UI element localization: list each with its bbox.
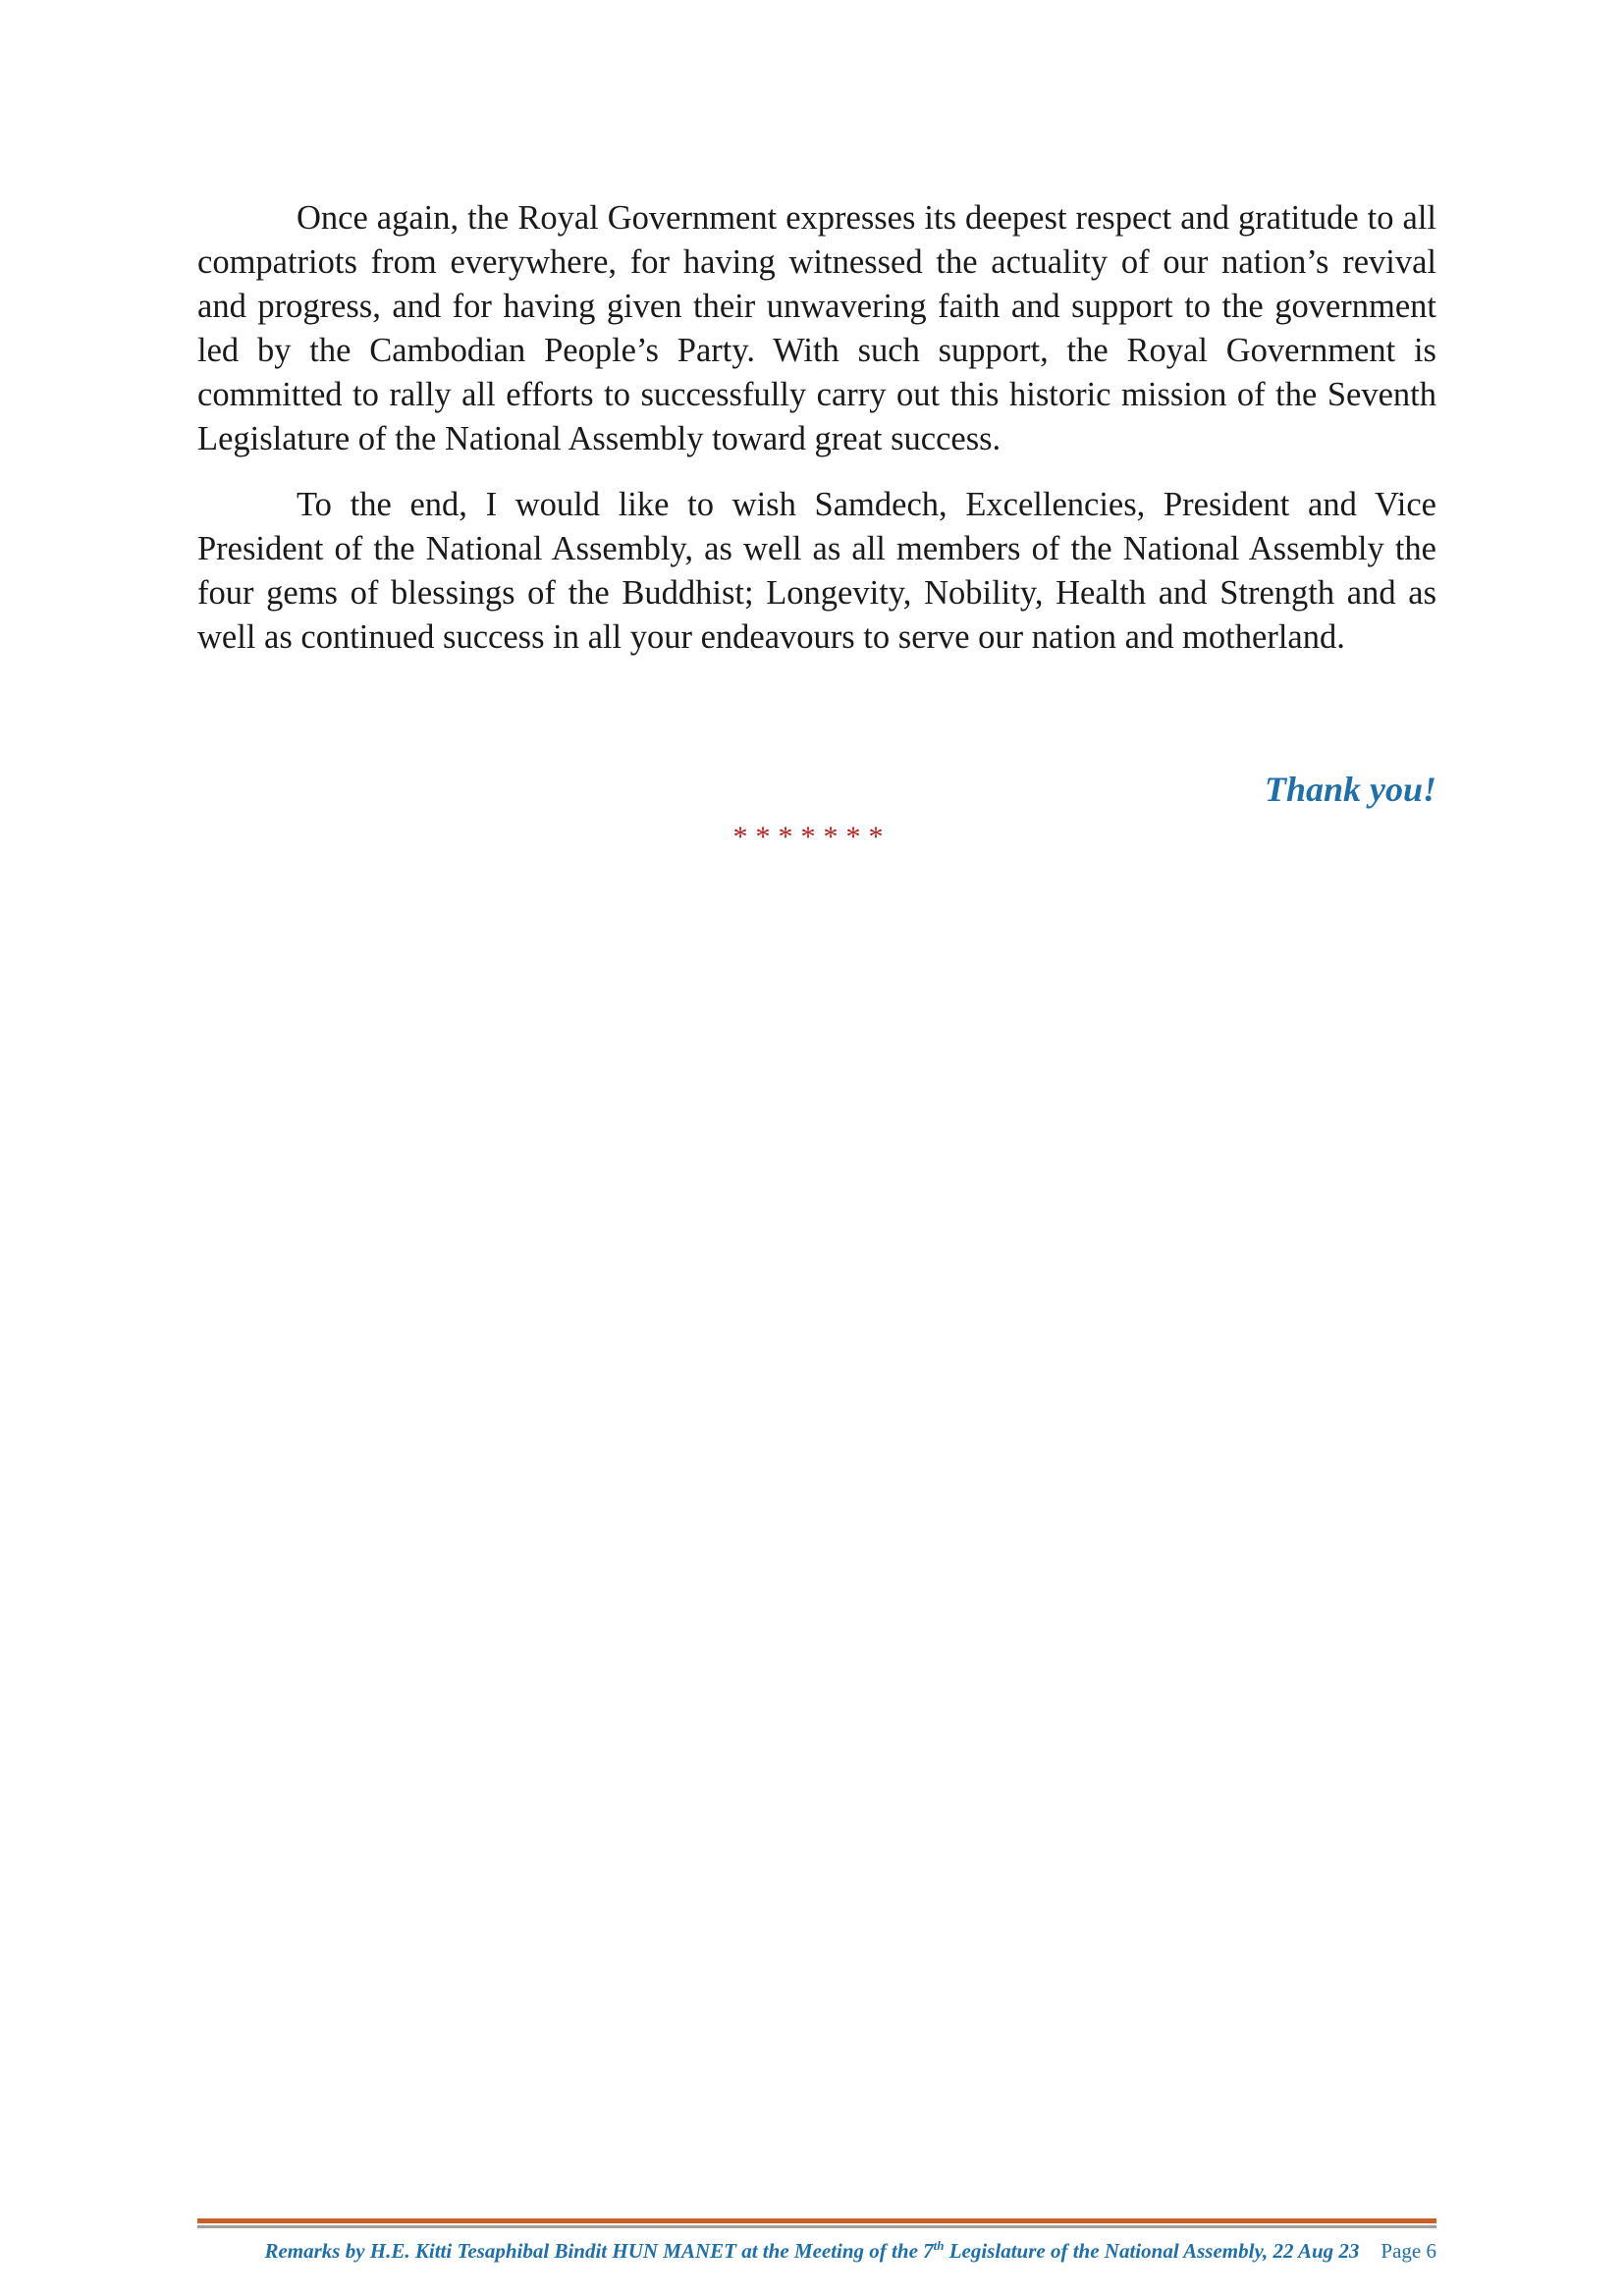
closing-thank-you: Thank you! — [1264, 770, 1436, 809]
document-body — [197, 196, 1436, 681]
paragraph-blessings: To the end, I would like to wish Samdech, Excellencies, President and Vice President of the National Assembly, as well as all members of the National Assembly the four gems of blessings of the Buddhist; Longevity, Nobility, Health and Strength and as well as continued success in all your endeavours to serve our nation and motherland. — [197, 486, 1436, 656]
paragraph-gratitude: Once again, the Royal Government expresses its deepest respect and gratitude to all compatriots from everywhere, for having witnessed the actuality of our nation’s revival and progress, and for having given their unwavering faith and support to the government led by the Cambodian People’s Party. With such support, the Royal Government is committed to rally all efforts to successfully carry out this historic mission of the Seventh Legislature of the National Assembly toward great success. — [197, 199, 1436, 457]
footer-rule-grey — [197, 2225, 1436, 2228]
page-footer — [197, 2238, 1436, 2264]
page-number: Page 6 — [1380, 2239, 1436, 2263]
footer-ordinal-suffix: th — [933, 2238, 945, 2253]
end-separator: ******* — [732, 821, 892, 853]
footer-caption — [264, 2238, 1359, 2264]
footer-caption-start: Remarks by H.E. Kitti Tesaphibal Bindit HUN MANET at the Meeting of the 7 — [264, 2239, 934, 2263]
footer-rule-orange — [197, 2218, 1436, 2223]
footer-caption-end: Legislature of the National Assembly, 22 Aug 23 — [944, 2239, 1360, 2263]
